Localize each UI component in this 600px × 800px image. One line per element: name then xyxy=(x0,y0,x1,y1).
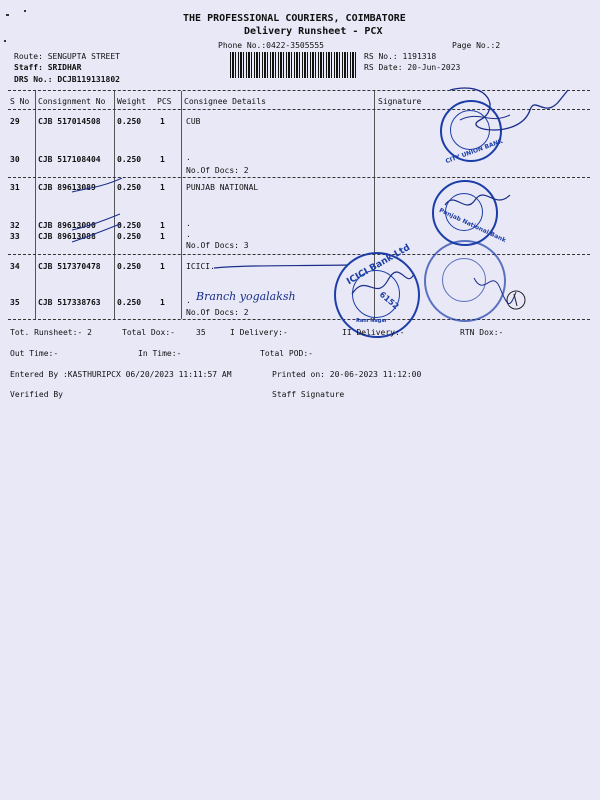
total-dox-value: 35 xyxy=(196,328,206,337)
underline-stroke xyxy=(212,262,352,276)
total-dox-label: Total Dox:- xyxy=(122,328,175,337)
rs-number: RS No.: 1191318 xyxy=(364,52,437,61)
total-pod: Total POD:- xyxy=(260,349,313,358)
entered-by: Entered By :KASTHURIPCX 06/20/2023 11:11:57 AM xyxy=(10,370,232,379)
handwritten-name: Branch yogalaksh xyxy=(196,290,296,303)
rs-date: RS Date: 20-Jun-2023 xyxy=(364,63,461,72)
route: Route: SENGUPTA STREET xyxy=(14,52,120,61)
out-time: Out Time:- xyxy=(10,349,59,358)
signature-row-31 xyxy=(440,185,520,225)
signature-row-29 xyxy=(430,80,570,160)
col-consignee: Consignee Details xyxy=(184,97,266,106)
staff-signature: Staff Signature xyxy=(272,390,345,399)
signature-row-34 xyxy=(348,268,418,308)
total-runsheet: Tot. Runsheet:- 2 xyxy=(10,328,92,337)
barcode xyxy=(230,52,356,78)
company-name: THE PROFESSIONAL COURIERS, COIMBATORE xyxy=(183,13,406,24)
scan-speck xyxy=(24,10,26,12)
scan-speck xyxy=(6,14,9,16)
col-sno: S No xyxy=(10,97,30,106)
verified-by: Verified By xyxy=(10,390,63,399)
in-time: In Time:- xyxy=(138,349,182,358)
page-number: Page No.:2 xyxy=(452,41,501,50)
document-title: Delivery Runsheet - PCX xyxy=(244,26,383,37)
staff: Staff: SRIDHAR xyxy=(14,63,82,72)
rtn-dox: RTN Dox:- xyxy=(460,328,504,337)
drs-number: DRS No.: DCJB119131802 xyxy=(14,75,120,84)
scan-speck xyxy=(4,40,6,42)
col-pcs: PCS xyxy=(157,97,172,106)
phone-number: Phone No.:0422-3505555 xyxy=(218,41,324,50)
ii-delivery: II Delivery:- xyxy=(342,328,405,337)
col-signature: Signature xyxy=(378,97,422,106)
i-delivery: I Delivery:- xyxy=(230,328,288,337)
printed-on: Printed on: 20-06-2023 11:12:00 xyxy=(272,370,422,379)
col-weight: Weight xyxy=(117,97,146,106)
tick-marks xyxy=(70,178,130,248)
col-consignment: Consignment No xyxy=(38,97,106,106)
signature-row-35 xyxy=(470,268,530,318)
